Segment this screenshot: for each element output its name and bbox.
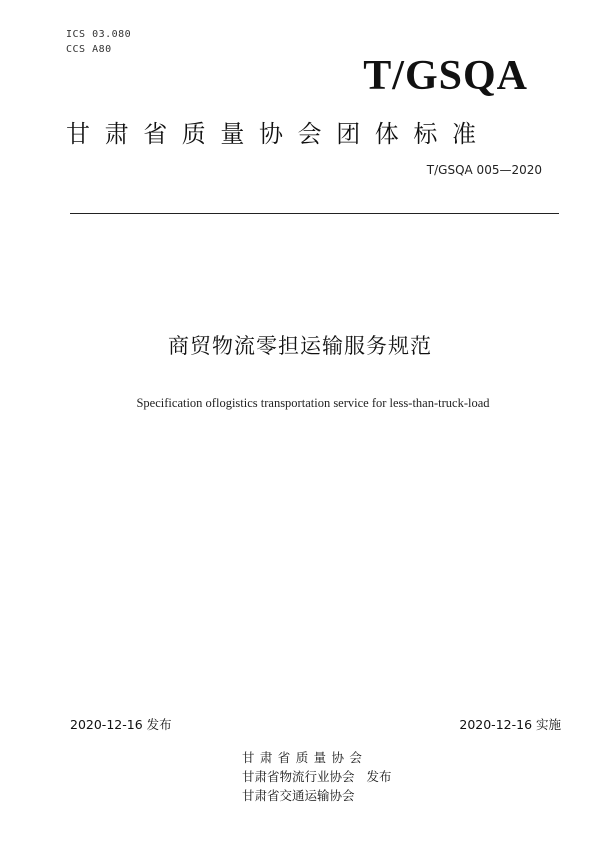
issuers-block xyxy=(242,748,392,805)
document-title: 商贸物流零担运输服务规范 xyxy=(168,334,432,358)
issue-verb: 发布 xyxy=(366,769,392,784)
issuer-row xyxy=(242,767,392,786)
issuer-name: 甘肃省物流行业协会 xyxy=(242,769,355,784)
standard-logo: T/GSQA xyxy=(363,53,528,99)
ccs-code: CCS A80 xyxy=(66,44,112,55)
standard-number: T/GSQA 005—2020 xyxy=(426,163,542,177)
document-subtitle-en: Specification oflogistics transportation service for less-than-truck-load xyxy=(136,396,490,410)
publish-date: 2020-12-16 发布 xyxy=(70,717,172,732)
implement-date: 2020-12-16 实施 xyxy=(459,717,561,732)
organization-title: 甘肃省质量协会团体标准 xyxy=(66,120,491,148)
issuer-name: 甘肃省质量协会 xyxy=(242,750,368,765)
header-divider xyxy=(70,213,559,214)
issuer-name: 甘肃省交通运输协会 xyxy=(242,788,355,803)
ics-code: ICS 03.080 xyxy=(66,29,132,40)
